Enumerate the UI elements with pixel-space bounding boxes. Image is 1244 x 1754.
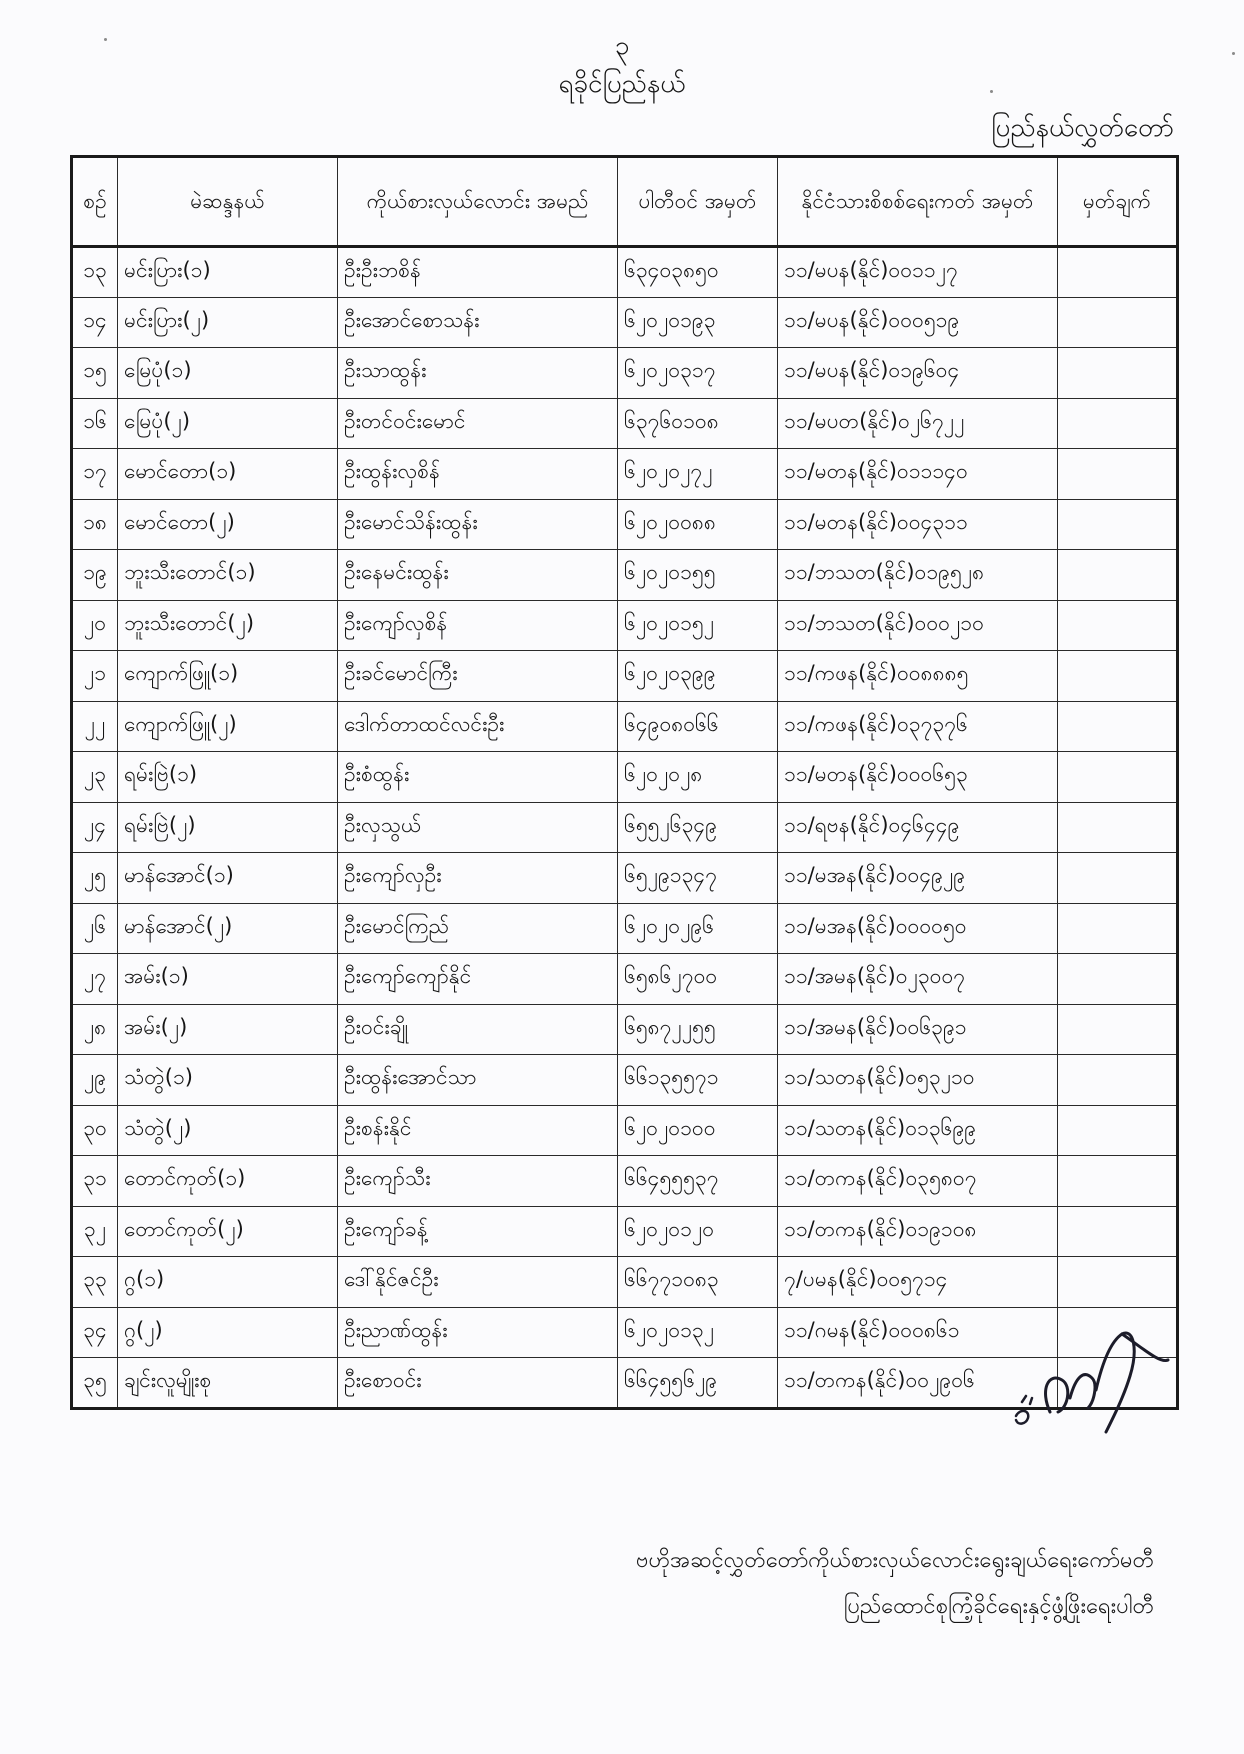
cell-no: ၁၃	[72, 247, 118, 298]
cell-nrc: ၇/ပမန(နိုင်)၀၀၅၇၁၄	[778, 1257, 1058, 1308]
cell-member-no: ၆၂၀၂၀၂၈	[618, 752, 778, 803]
table-row	[72, 550, 1178, 601]
cell-constituency: အမ်း(၁)	[118, 954, 338, 1005]
cell-nrc: ၁၁/မပတ(နိုင်)၀၂၆၇၂၂	[778, 398, 1058, 449]
cell-constituency: ဂွ(၂)	[118, 1307, 338, 1358]
cell-nrc: ၁၁/တကန(နိုင်)၀၁၉၁၀၈	[778, 1206, 1058, 1257]
column-header-constituency: မဲဆန္ဒနယ်	[118, 157, 338, 247]
cell-candidate-name: ဒေါ်နိုင်ဇင်ဦး	[338, 1257, 618, 1308]
cell-member-no: ၆၆၇၇၁၀၈၃	[618, 1257, 778, 1308]
cell-remark	[1058, 1004, 1178, 1055]
cell-member-no: ၆၅၅၂၆၃၄၉	[618, 802, 778, 853]
table-row	[72, 1257, 1178, 1308]
cell-constituency: ကျောက်ဖြူ(၂)	[118, 701, 338, 752]
cell-nrc: ၁၁/ဘသတ(နိုင်)၀၁၉၅၂၈	[778, 550, 1058, 601]
cell-member-no: ၆၂၀၂၀၃၉၉	[618, 651, 778, 702]
cell-member-no: ၆၂၀၂၀၁၉၃	[618, 297, 778, 348]
cell-nrc: ၁၁/မပန(နိုင်)၀၀၁၁၂၇	[778, 247, 1058, 298]
cell-candidate-name: ဦးမောင်ကြည်	[338, 903, 618, 954]
cell-member-no: ၆၆၁၃၅၅၇၁	[618, 1055, 778, 1106]
cell-no: ၂၄	[72, 802, 118, 853]
table-row	[72, 903, 1178, 954]
cell-constituency: အမ်း(၂)	[118, 1004, 338, 1055]
cell-member-no: ၆၄၉၀၈၀၆၆	[618, 701, 778, 752]
table-row	[72, 247, 1178, 298]
column-header-no: စဉ်	[72, 157, 118, 247]
cell-candidate-name: ဦးတင်ဝင်းမောင်	[338, 398, 618, 449]
cell-candidate-name: ဦးကျော်သီး	[338, 1156, 618, 1207]
table-row	[72, 752, 1178, 803]
cell-candidate-name: ဦးစံထွန်း	[338, 752, 618, 803]
cell-constituency: မောင်တော(၂)	[118, 499, 338, 550]
cell-nrc: ၁၁/ရဗန(နိုင်)၀၄၆၄၄၉	[778, 802, 1058, 853]
cell-remark	[1058, 247, 1178, 298]
cell-candidate-name: ဦးသာထွန်း	[338, 348, 618, 399]
cell-no: ၁၇	[72, 449, 118, 500]
column-header-member-no: ပါတီဝင် အမှတ်	[618, 157, 778, 247]
cell-no: ၁၈	[72, 499, 118, 550]
cell-candidate-name: ဦးဦးဘစိန်	[338, 247, 618, 298]
table-row	[72, 1055, 1178, 1106]
table-body	[72, 247, 1178, 1409]
table-row	[72, 600, 1178, 651]
cell-no: ၃၂	[72, 1206, 118, 1257]
cell-constituency: ချင်းလူမျိုးစု	[118, 1358, 338, 1409]
cell-nrc: ၁၁/တကန(နိုင်)၀၀၂၉၀၆	[778, 1358, 1058, 1409]
table-header-row	[72, 157, 1178, 247]
cell-member-no: ၆၅၈၆၂၇၀၀	[618, 954, 778, 1005]
cell-candidate-name: ဦးမောင်သိန်းထွန်း	[338, 499, 618, 550]
cell-member-no: ၆၂၀၂၀၁၀၀	[618, 1105, 778, 1156]
cell-constituency: မင်းပြား(၁)	[118, 247, 338, 298]
cell-constituency: ဂွ(၁)	[118, 1257, 338, 1308]
cell-remark	[1058, 398, 1178, 449]
cell-nrc: ၁၁/ကဖန(နိုင်)၀၃၇၃၇၆	[778, 701, 1058, 752]
cell-no: ၃၁	[72, 1156, 118, 1207]
candidate-table	[70, 155, 1179, 1410]
cell-nrc: ၁၁/အမန(နိုင်)၀၂၃၀၀၇	[778, 954, 1058, 1005]
table-row	[72, 1206, 1178, 1257]
column-header-nrc: နိုင်ငံသားစိစစ်ရေးကတ် အမှတ်	[778, 157, 1058, 247]
cell-constituency: မောင်တော(၁)	[118, 449, 338, 500]
cell-remark	[1058, 853, 1178, 904]
cell-constituency: မာန်အောင်(၁)	[118, 853, 338, 904]
cell-nrc: ၁၁/မတန(နိုင်)၀၁၁၁၄၀	[778, 449, 1058, 500]
house-label: ပြည်နယ်လွှတ်တော်	[991, 113, 1174, 143]
cell-remark	[1058, 954, 1178, 1005]
cell-remark	[1058, 600, 1178, 651]
cell-nrc: ၁၁/မပန(နိုင်)၀၀၀၅၁၉	[778, 297, 1058, 348]
cell-candidate-name: ဦးကျော်လှစိန်	[338, 600, 618, 651]
cell-member-no: ၆၂၀၂၀၁၅၅	[618, 550, 778, 601]
cell-candidate-name: ဦးထွန်းအောင်သာ	[338, 1055, 618, 1106]
cell-remark	[1058, 701, 1178, 752]
cell-nrc: ၁၁/မအန(နိုင်)၀၀၀၀၅၀	[778, 903, 1058, 954]
cell-nrc: ၁၁/သတန(နိုင်)၀၁၃၆၉၉	[778, 1105, 1058, 1156]
cell-remark	[1058, 348, 1178, 399]
cell-nrc: ၁၁/မတန(နိုင်)၀၀၀၆၅၃	[778, 752, 1058, 803]
cell-candidate-name: ဦးအောင်စောသန်း	[338, 297, 618, 348]
cell-member-no: ၆၆၄၅၅၅၃၇	[618, 1156, 778, 1207]
cell-no: ၃၄	[72, 1307, 118, 1358]
cell-remark	[1058, 651, 1178, 702]
cell-remark	[1058, 802, 1178, 853]
cell-remark	[1058, 1257, 1178, 1308]
cell-nrc: ၁၁/မတန(နိုင်)၀၀၄၃၁၁	[778, 499, 1058, 550]
cell-nrc: ၁၁/မအန(နိုင်)၀၀၄၉၂၉	[778, 853, 1058, 904]
cell-member-no: ၆၅၂၉၁၃၄၇	[618, 853, 778, 904]
page-number: ၃	[614, 31, 630, 61]
cell-remark	[1058, 1156, 1178, 1207]
table-row	[72, 1105, 1178, 1156]
cell-member-no: ၆၂၀၂၀၂၇၂	[618, 449, 778, 500]
column-header-candidate-name: ကိုယ်စားလှယ်လောင်း အမည်	[338, 157, 618, 247]
cell-nrc: ၁၁/သတန(နိုင်)၀၅၃၂၁၀	[778, 1055, 1058, 1106]
cell-no: ၂၈	[72, 1004, 118, 1055]
table-row	[72, 1004, 1178, 1055]
cell-member-no: ၆၃၇၆၀၁၀၈	[618, 398, 778, 449]
cell-member-no: ၆၂၀၂၀၂၉၆	[618, 903, 778, 954]
cell-remark	[1058, 550, 1178, 601]
cell-no: ၂၁	[72, 651, 118, 702]
column-header-remark: မှတ်ချက်	[1058, 157, 1178, 247]
cell-member-no: ၆၆၄၅၅၆၂၉	[618, 1358, 778, 1409]
cell-candidate-name: ဦးစောဝင်း	[338, 1358, 618, 1409]
cell-constituency: ဘူးသီးတောင်(၂)	[118, 600, 338, 651]
cell-constituency: မြေပုံ(၁)	[118, 348, 338, 399]
cell-constituency: ဘူးသီးတောင်(၁)	[118, 550, 338, 601]
cell-constituency: တောင်ကုတ်(၁)	[118, 1156, 338, 1207]
table-row	[72, 954, 1178, 1005]
cell-candidate-name: ဦးကျော်ကျော်နိုင်	[338, 954, 618, 1005]
cell-member-no: ၆၃၄၀၃၈၅၀	[618, 247, 778, 298]
cell-remark	[1058, 903, 1178, 954]
table-row	[72, 802, 1178, 853]
cell-constituency: ရမ်းဗြဲ(၂)	[118, 802, 338, 853]
cell-constituency: တောင်ကုတ်(၂)	[118, 1206, 338, 1257]
cell-member-no: ၆၂၀၂၀၀၈၈	[618, 499, 778, 550]
cell-constituency: ရမ်းဗြဲ(၁)	[118, 752, 338, 803]
table-row	[72, 651, 1178, 702]
cell-candidate-name: ဦးခင်မောင်ကြီး	[338, 651, 618, 702]
cell-nrc: ၁၁/အမန(နိုင်)၀၀၆၃၉၁	[778, 1004, 1058, 1055]
cell-remark	[1058, 752, 1178, 803]
cell-no: ၂၂	[72, 701, 118, 752]
cell-constituency: မာန်အောင်(၂)	[118, 903, 338, 954]
cell-constituency: မင်းပြား(၂)	[118, 297, 338, 348]
cell-no: ၁၅	[72, 348, 118, 399]
cell-remark	[1058, 297, 1178, 348]
cell-no: ၂၆	[72, 903, 118, 954]
table-row	[72, 701, 1178, 752]
cell-no: ၁၄	[72, 297, 118, 348]
cell-constituency: သံတွဲ(၂)	[118, 1105, 338, 1156]
cell-constituency: မြေပုံ(၂)	[118, 398, 338, 449]
cell-candidate-name: ဦးညာဏ်ထွန်း	[338, 1307, 618, 1358]
cell-candidate-name: ဦးနေမင်းထွန်း	[338, 550, 618, 601]
footer-line-party: ပြည်ထောင်စုကြံ့ခိုင်ရေးနှင့်ဖွံ့ဖြိုးရေးပါတီ	[843, 1594, 1154, 1620]
cell-candidate-name: ဦးကျော်လှဦး	[338, 853, 618, 904]
cell-candidate-name: ဦးလှသွယ်	[338, 802, 618, 853]
cell-no: ၂၅	[72, 853, 118, 904]
cell-nrc: ၁၁/တကန(နိုင်)၀၃၅၈၀၇	[778, 1156, 1058, 1207]
cell-no: ၂၉	[72, 1055, 118, 1106]
cell-member-no: ၆၂၀၂၀၃၁၇	[618, 348, 778, 399]
cell-remark	[1058, 1055, 1178, 1106]
table-row	[72, 449, 1178, 500]
table-row	[72, 499, 1178, 550]
cell-nrc: ၁၁/မပန(နိုင်)၀၁၉၆၀၄	[778, 348, 1058, 399]
table-row	[72, 398, 1178, 449]
cell-constituency: သံတွဲ(၁)	[118, 1055, 338, 1106]
cell-candidate-name: ဦးကျော်ခန့်	[338, 1206, 618, 1257]
table-row	[72, 297, 1178, 348]
table-row	[72, 348, 1178, 399]
footer-line-committee: ဗဟိုအဆင့်လွှတ်တော်ကိုယ်စားလှယ်လောင်းရွေးချယ်ရေးကော်မတီ	[636, 1548, 1154, 1573]
cell-no: ၂၇	[72, 954, 118, 1005]
cell-member-no: ၆၂၀၂၀၁၃၂	[618, 1307, 778, 1358]
cell-member-no: ၆၅၈၇၂၂၅၅	[618, 1004, 778, 1055]
cell-member-no: ၆၂၀၂၀၁၅၂	[618, 600, 778, 651]
cell-candidate-name: ဒေါက်တာထင်လင်းဦး	[338, 701, 618, 752]
table-row	[72, 1156, 1178, 1207]
cell-no: ၃၃	[72, 1257, 118, 1308]
cell-constituency: ကျောက်ဖြူ(၁)	[118, 651, 338, 702]
cell-no: ၂၀	[72, 600, 118, 651]
cell-no: ၃၅	[72, 1358, 118, 1409]
cell-remark	[1058, 449, 1178, 500]
cell-nrc: ၁၁/ကဖန(နိုင်)၀၀၈၈၈၅	[778, 651, 1058, 702]
cell-candidate-name: ဦးဝင်းချို	[338, 1004, 618, 1055]
cell-member-no: ၆၂၀၂၀၁၂၀	[618, 1206, 778, 1257]
table-row	[72, 853, 1178, 904]
cell-candidate-name: ဦးစန်းနိုင်	[338, 1105, 618, 1156]
cell-no: ၁၉	[72, 550, 118, 601]
cell-remark	[1058, 1105, 1178, 1156]
cell-no: ၁၆	[72, 398, 118, 449]
cell-no: ၂၃	[72, 752, 118, 803]
cell-nrc: ၁၁/ဘသတ(နိုင်)၀၀၀၂၁၀	[778, 600, 1058, 651]
scan-speck	[1232, 52, 1235, 55]
scan-speck	[990, 90, 993, 93]
cell-remark	[1058, 499, 1178, 550]
cell-remark	[1058, 1206, 1178, 1257]
scan-speck	[104, 38, 107, 41]
cell-no: ၃၀	[72, 1105, 118, 1156]
signature-icon	[1010, 1320, 1180, 1450]
cell-candidate-name: ဦးထွန်းလှစိန်	[338, 449, 618, 500]
cell-nrc: ၁၁/ဂမန(နိုင်)၀၀၀၈၆၁	[778, 1307, 1058, 1358]
footer-committee	[636, 1538, 1154, 1630]
state-title: ရခိုင်ပြည်နယ်	[558, 69, 686, 99]
